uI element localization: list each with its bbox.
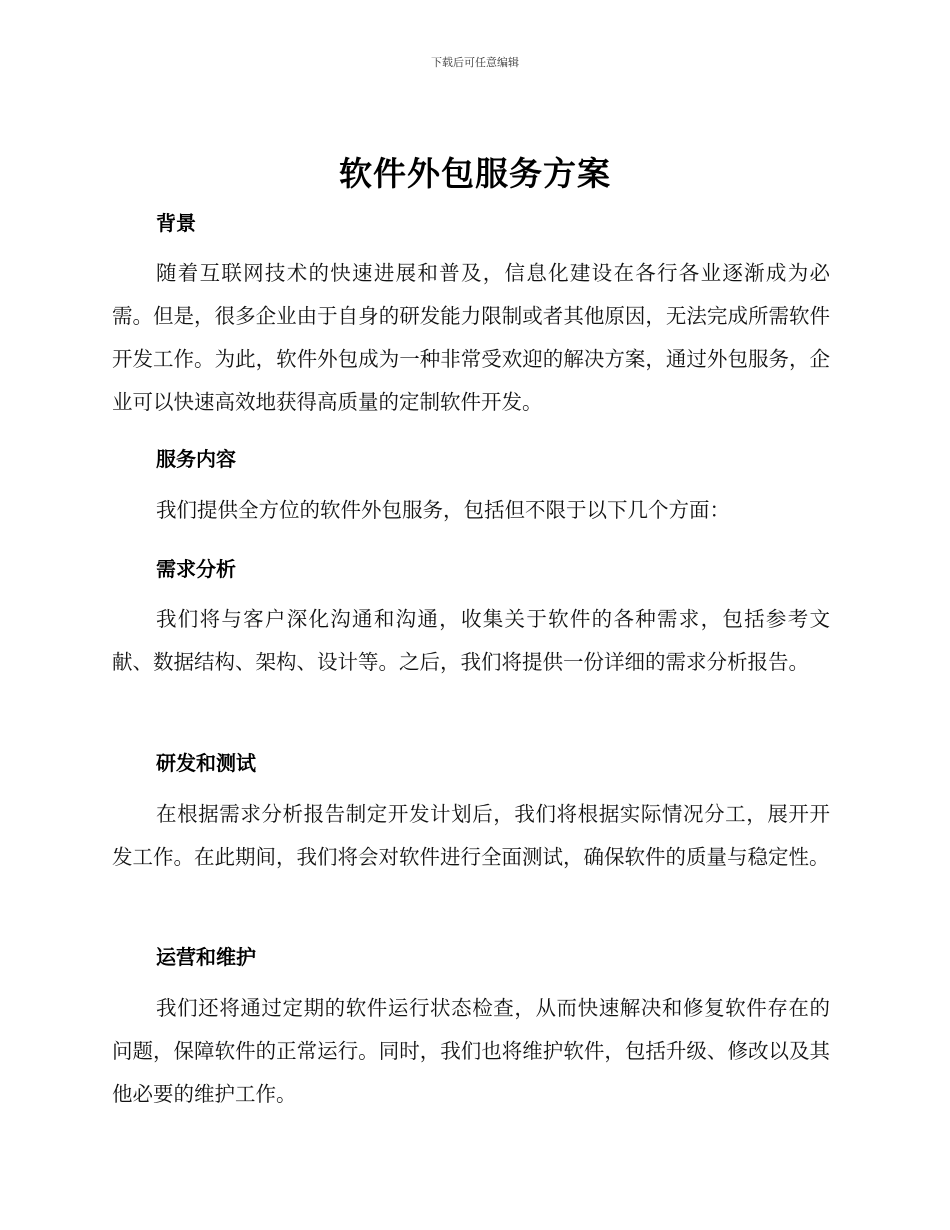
heading-services: 服务内容 <box>156 447 236 471</box>
heading-background: 背景 <box>156 211 196 235</box>
heading-development: 研发和测试 <box>156 751 256 775</box>
paragraph-services: 我们提供全方位的软件外包服务，包括但不限于以下几个方面： <box>156 498 730 522</box>
heading-requirements: 需求分析 <box>156 557 236 581</box>
paragraph-background: 随着互联网技术的快速进展和普及，信息化建设在各行各业逐渐成为必需。但是，很多企业由于自身的研发能力限制或者其他原因，无法完成所需软件开发工作。为此，软件外包成为一种非常受欢迎的解决方案，通过外包服务，企业可以快速高效地获得高质量的定制软件开发。 <box>112 261 830 414</box>
document-title: 软件外包服务方案 <box>339 154 611 193</box>
paragraph-development: 在根据需求分析报告制定开发计划后，我们将根据实际情况分工，展开开发工作。在此期间，我们将会对软件进行全面测试，确保软件的质量与稳定性。 <box>112 802 830 869</box>
paragraph-operations: 我们还将通过定期的软件运行状态检查，从而快速解决和修复软件存在的问题，保障软件的正常运行。同时，我们也将维护软件，包括升级、修改以及其他必要的维护工作。 <box>112 996 830 1106</box>
paragraph-requirements: 我们将与客户深化沟通和沟通，收集关于软件的各种需求，包括参考文献、数据结构、架构、设计等。之后，我们将提供一份详细的需求分析报告。 <box>112 607 830 674</box>
heading-operations: 运营和维护 <box>156 945 256 969</box>
header-note: 下载后可任意编辑 <box>431 56 519 69</box>
